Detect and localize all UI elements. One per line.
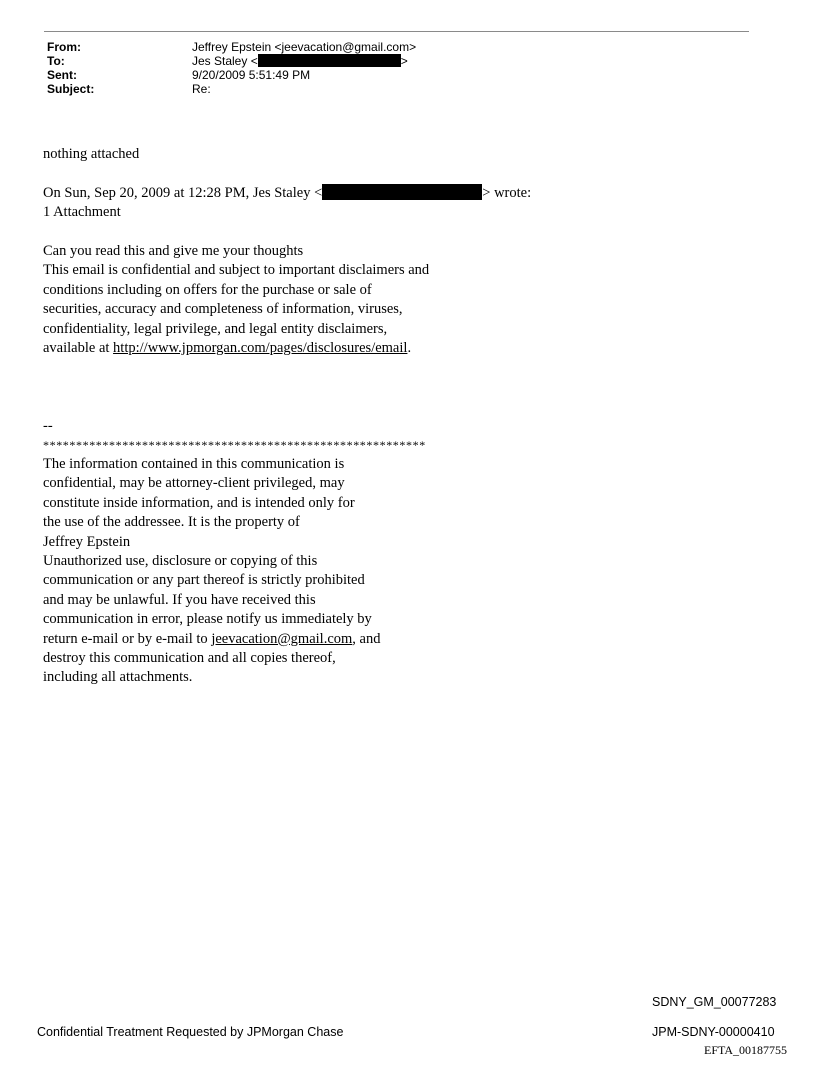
available-line bbox=[43, 339, 429, 358]
reply-text: nothing attached bbox=[43, 146, 140, 162]
disclaimer-line: and may be unlawful. If you have received this bbox=[43, 591, 316, 608]
return-prefix: return e-mail or by e-mail to bbox=[43, 630, 212, 647]
quoted-line: This email is confidential and subject to important disclaimers and bbox=[43, 262, 430, 279]
to-row bbox=[47, 54, 547, 68]
disclaimer-line: Unauthorized use, disclosure or copying of this bbox=[43, 553, 318, 570]
disclaimer-line: destroy this communication and all copies thereof, bbox=[43, 650, 336, 667]
from-label: From: bbox=[47, 40, 81, 54]
to-label: To: bbox=[47, 54, 65, 68]
confidential-notice: Confidential Treatment Requested by JPMorgan Chase bbox=[37, 1025, 344, 1039]
disclaimer-line: communication or any part thereof is strictly prohibited bbox=[43, 572, 365, 589]
disclaimer-line: communication in error, please notify us immediately by bbox=[43, 611, 372, 628]
from-value: Jeffrey Epstein <jeevacation@gmail.com> bbox=[192, 40, 417, 54]
disclaimer-line: The information contained in this communication is bbox=[43, 456, 345, 472]
bates-jpm: JPM-SDNY-00000410 bbox=[652, 1025, 775, 1039]
quote-intro-prefix: On Sun, Sep 20, 2009 at 12:28 PM, Jes Staley < bbox=[43, 185, 323, 201]
sent-value: 9/20/2009 5:51:49 PM bbox=[192, 68, 311, 82]
quoted-line: securities, accuracy and completeness of information, viruses, bbox=[43, 301, 403, 318]
disclosure-link[interactable]: http://www.jpmorgan.com/pages/disclosures/email bbox=[113, 340, 408, 357]
quoted-line: Can you read this and give me your thoughts bbox=[43, 243, 304, 259]
available-prefix: available at bbox=[43, 340, 114, 357]
disclaimer-line: Jeffrey Epstein bbox=[43, 533, 131, 550]
quoted-message bbox=[43, 242, 429, 358]
efta-number: EFTA_00187755 bbox=[704, 1043, 788, 1057]
quoted-line: confidentiality, legal privilege, and legal entity disclaimers, bbox=[43, 320, 388, 337]
signature-dash: -- bbox=[43, 418, 53, 434]
sent-label: Sent: bbox=[47, 68, 77, 82]
attachment-count: 1 Attachment bbox=[43, 204, 121, 220]
return-suffix: , and bbox=[352, 630, 381, 647]
return-line bbox=[43, 630, 380, 649]
to-suffix: > bbox=[400, 54, 408, 68]
available-suffix: . bbox=[407, 340, 412, 357]
subject-value: Re: bbox=[192, 82, 211, 96]
header-rule bbox=[44, 31, 749, 32]
subject-row bbox=[47, 82, 547, 96]
disclaimer bbox=[43, 455, 380, 688]
disclaimer-line: the use of the addressee. It is the property of bbox=[43, 514, 300, 531]
quote-intro bbox=[43, 184, 531, 203]
subject-label: Subject: bbox=[47, 82, 95, 96]
bates-sdny: SDNY_GM_00077283 bbox=[652, 995, 777, 1009]
redaction-box bbox=[322, 184, 482, 200]
quote-intro-suffix: > wrote: bbox=[482, 185, 532, 201]
quoted-line: conditions including on offers for the purchase or sale of bbox=[43, 281, 372, 298]
disclaimer-line: constitute inside information, and is intended only for bbox=[43, 494, 355, 511]
to-value bbox=[192, 54, 408, 68]
star-separator: ********************************************************** bbox=[43, 438, 426, 452]
to-prefix: Jes Staley < bbox=[192, 54, 258, 68]
disclaimer-line: confidential, may be attorney-client privileged, may bbox=[43, 475, 345, 492]
sent-row bbox=[47, 68, 547, 82]
redaction-box bbox=[258, 54, 401, 67]
return-email-link[interactable]: jeevacation@gmail.com bbox=[211, 630, 353, 647]
disclaimer-line: including all attachments. bbox=[43, 669, 193, 686]
from-row bbox=[47, 40, 547, 54]
